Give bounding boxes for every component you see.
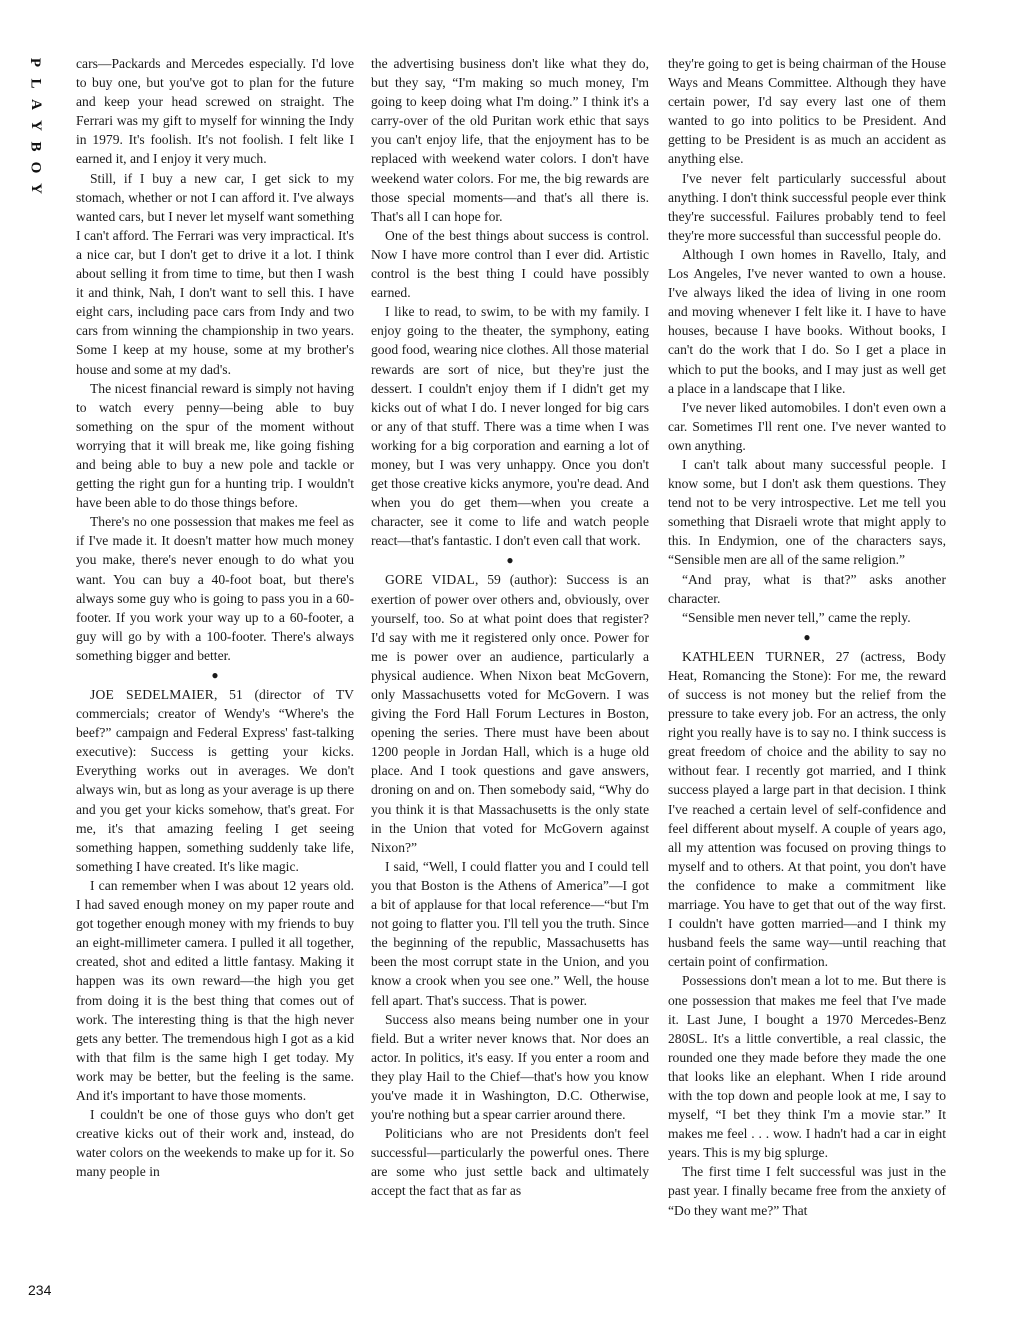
article-paragraph: they're going to get is being chairman of the House Ways and Means Committee. Although they have certain power, I'd say every last one of them wanted to go into politics to be President. And getting to be President is as much an accident as anything else. xyxy=(668,56,946,167)
section-divider-bullet xyxy=(76,666,354,685)
article-paragraph: I like to read, to swim, to be with my family. I enjoy going to the theater, the symphony, eating good food, wearing nice clothes. All those material rewards are sort of nice, but they're just the dessert. I couldn't enjoy them if I didn't get my kicks out of what I do. I never longed for big cars or any of that stuff. There was a time when I was working for a big corporation and earning a lot of money, but I was very unhappy. Once you don't get those creative kicks anymore, you're dead. And when you do get them—when you create a character, see it come to life and watch people react—that's fantastic. I don't even call that work. xyxy=(371,304,649,549)
article-paragraph xyxy=(668,647,946,972)
paragraph-text: , 51 (director of TV commercials; creator of Wendy's “Where's the beef?” campaign and Federal Express' fast-talking executive): Success is getting your kicks. Everything works out in averages. We don't always win, but as long as your average is up there and you get your kicks somehow, that's great. For me, it's that amazing feeling I get seeing something happen, something suddenly take life, something I have created. It's like magic. xyxy=(76,687,354,874)
article-paragraph: I've never liked automobiles. I don't even own a car. Sometimes I'll rent one. I've never wanted to own anything. xyxy=(668,399,946,453)
section-divider-bullet xyxy=(371,551,649,570)
article-paragraph: One of the best things about success is control. Now I have more control than I ever did. Artistic control is the best thing I could have possibly earned. xyxy=(371,227,649,301)
article-paragraph: Possessions don't mean a lot to me. But there is one possession that makes me feel that I've made it. Last June, I bought a 1970 Mercedes-Benz 280SL. It's a little convertible, a real classic, the rounded one they made before they made the one that looks like an elephant. When I ride around with the top down and people look at me, I say to myself, “I bet they think I'm a movie star.” It makes me feel . . . wow. I hadn't had a car in eight years. This is my big splurge. xyxy=(668,973,946,1161)
article-paragraph: Politicians who are not Presidents don't feel successful—particularly the powerful ones. There are some who just settle back and ultimately accept the fact that as far as xyxy=(371,1126,649,1199)
column-2 xyxy=(371,54,649,1316)
article-paragraph: I can remember when I was about 12 years old. I had saved enough money on my paper route and got together enough money with my friends to buy an eight-millimeter camera. I pulled it all together, created, shot and edited a little fantasy. Making it happen was its own reward—the high you get from doing it is the best thing that comes out of work. The interesting thing is that the high never gets any better. The tremendous high I got as a kid with that film is the same high I get today. My work may be better, but the feeling is the same. And it's important to have those moments. xyxy=(76,877,354,1103)
article-paragraph: “And pray, what is that?” asks another character. xyxy=(668,571,946,606)
magazine-name-letter: Y xyxy=(27,183,44,194)
article-paragraph: The nicest financial reward is simply not having to watch every penny—being able to buy something on the spur of the moment without worrying that it will break me, like going fishing and being able to buy a new pole and tackle or getting the right gun for a hunting trip. I wouldn't have been able to do those things before. xyxy=(76,380,354,511)
magazine-name-letter: A xyxy=(27,99,44,110)
section-divider-bullet xyxy=(668,628,946,647)
article-paragraph: the advertising business don't like what they do, but they say, “I'm making so much money, I'm going to keep doing what I'm doing.” I think it's a carry-over of the old Puritan work ethic that says you can't enjoy life, that the enjoyment has to be replaced with weekend water colors. I don't have weekend water colors. For me, the big rewards are those special moments—and that's all there is. That's all I can hope for. xyxy=(371,56,649,224)
article-paragraph xyxy=(371,570,649,856)
magazine-name-letter: L xyxy=(27,78,44,89)
article-paragraph: I can't talk about many successful people. I know some, but I don't ask them questions. They tend not to be very introspective. Let me tell you something that Disraeli wrote that might apply to this. In Endymion, one of the characters says, “Sensible men are all of the same religion.” xyxy=(668,456,946,568)
magazine-name-letter: O xyxy=(27,161,44,174)
article-paragraph: Success also means being number one in your field. But a writer never knows that. Nor does an actor. In politics, it's easy. If you enter a room and they play Hail to the Chief—that's how you know you've made it in Washington, D.C. Otherwise, you're nothing but a spear carrier around there. xyxy=(371,1011,649,1123)
article-paragraph: I said, “Well, I could flatter you and I could tell you that Boston is the Athens of America”—I got a bit of applause for that local reference—“but I'm not going to flatter you. I'll tell you the truth. Since the beginning of the republic, Massachusetts has been the most corrupt state in the Union, and you know a crook when you see one.” Well, the house fell apart. That's success. That is power. xyxy=(371,858,649,1008)
column-1 xyxy=(76,54,354,1316)
article-paragraph: cars—Packards and Mercedes especially. I'd love to buy one, but you've got to plan for the future and keep your head screwed on straight. The Ferrari was my gift to myself for winning the Indy in 1979. It's foolish. It's not foolish. I felt like I earned it, and I enjoy it very much. xyxy=(76,56,354,167)
speaker-name: JOE SEDELMAIER xyxy=(90,687,215,702)
magazine-name-letter: P xyxy=(27,57,44,68)
article-paragraph: I've never felt particularly successful about anything. I don't think successful people ever think they're successful. Failures probably tend to feel they're more successful than successful people do. xyxy=(668,170,946,243)
magazine-name-letter: B xyxy=(27,141,44,152)
paragraph-text: , 27 (actress, Body Heat, Romancing the Stone): For me, the reward of success is not money but the relief from the pressure to take every job. For an actress, the only right you really have is to say no. I think success is great freedom of choice and the ability to say no without fear. I recently got married, and I think success played a large part in that decision. I think I've reached a certain level of self-confidence and feel different about myself. A couple of years ago, all my attention was focused on proving things to myself and to others. At that point, you don't have the confidence to make a commitment like marriage. You have to get that out of the way first. I couldn't have gotten married—and I think my husband feels the same way—until reaching that certain point of confirmation. xyxy=(668,648,946,970)
article-paragraph: Still, if I buy a new car, I get sick to my stomach, whether or not I can afford it. I've always wanted cars, but I never let myself want something I can't afford. The Ferrari was very impractical. It's a nice car, but I don't get to drive it a lot. I think about selling it from time to time, but then I wash it and think, Nah, I don't want to sell this. I have eight cars, including pace cars from Indy and two cars from winning the championship in two years. Some I keep at my house, some at my brother's house and some at my dad's. xyxy=(76,170,354,377)
column-3 xyxy=(668,54,946,1316)
article-paragraph: Although I own homes in Ravello, Italy, and Los Angeles, I've never wanted to own a house. I've always liked the idea of living in one room and moving whenever I felt like it. I have to have houses, because I have books. Without books, I can't do the work that I do. So I get a place in which to put the books, and I may just as well get a place in a landscape that I like. xyxy=(668,246,946,396)
speaker-name: KATHLEEN TURNER xyxy=(682,648,822,664)
article-paragraph: There's no one possession that makes me feel as if I've made it. It doesn't matter how much money you make, there's never enough to do what you want. You can buy a 40-foot boat, but there's always some guy who is going to pass you in a 60-footer. If you work your way up to a 60-footer, a guy will go by with a 100-footer. There's always something bigger and better. xyxy=(76,514,354,663)
magazine-name xyxy=(27,52,43,199)
speaker-name: GORE VIDAL xyxy=(385,572,475,588)
article-paragraph xyxy=(76,685,354,876)
page-number: 234 xyxy=(28,1282,52,1298)
article-paragraph: I couldn't be one of those guys who don't get creative kicks out of their work and, instead, do water colors on the weekends to make up for it. So many people in xyxy=(76,1107,354,1180)
article-paragraph: The first time I felt successful was just in the past year. I finally became free from the anxiety of “Do they want me?” That xyxy=(668,1164,946,1218)
paragraph-text: , 59 (author): Success is an exertion of power over others and, obviously, over yourself, too. So at what point does that register? I'd say with me it registered only once. Power for me is power over an audience, particularly a physical audience. When Nixon beat McGovern, only Massachusetts voted for McGovern. I was giving the Ford Hall Forum Lectures in Boston, opening the series. There must have been about 1200 people in Jordan Hall, which is a huge old place. And I took questions and gave answers, droning on and on. Then somebody said, “Why do you think it is that Massachusetts is the only state in the Union that voted for McGovern against Nixon?” xyxy=(371,572,649,855)
article-paragraph: “Sensible men never tell,” came the reply. xyxy=(682,609,911,625)
magazine-name-letter: Y xyxy=(27,120,44,131)
